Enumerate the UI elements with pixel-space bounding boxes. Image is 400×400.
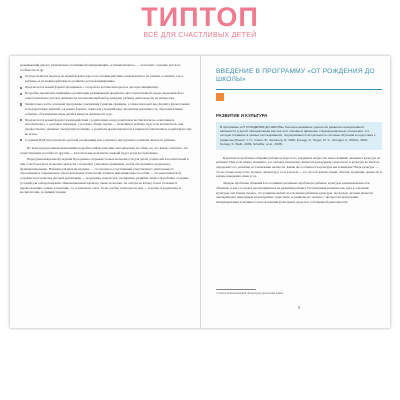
left-paragraph: По всем предлагаемым инновациям подробно найти описание методических пособия, но, что важно отметить, что существующие пособия по другим — классические конспекты занятий будут когда востребованы. <box>20 145 189 155</box>
footnote: ¹ Список использованной литературы дан в конце книги. <box>216 292 284 296</box>
chapter-title: ВВЕДЕНИЕ В ПРОГРАММУ «ОТ РОЖДЕНИЯ ДО ШКОЛЫ» <box>216 68 375 83</box>
bullet-square-icon <box>20 103 22 105</box>
page-fold <box>200 56 201 328</box>
bullet-square-icon <box>20 119 22 121</box>
right-paragraph: В контексте проблемы общения ребенка и взрослого зададимся вопросом: какое влияние оказывает культура на ребенка? При этом важно понимать, что человек изначально является культурным существом, и культура во многом определяет его развитие и становление личности. Какие же особенности культуры мы понимаем? Ведь культура — это не только искусство, музыка, литература, но и в целом — это способ жизни людей, обычаи, традиции, ценности и нормы поведения, язык и т.д. <box>216 155 382 179</box>
book-spread <box>10 56 390 328</box>
list-item: Предлагается новый формат праздников, с опорой на детские интересы и детскую инициативу. <box>20 85 192 90</box>
site-logo[interactable] <box>0 0 400 46</box>
list-item: Подробно прописаны принципы организации развивающей предметно-пространственной среды, выделяемой на самостоятельное детское активности и позволяющей выбор каждому ребенку деятельности по интересам. <box>20 91 192 100</box>
list-item: Осуществляется переход на новый формат взрослого взаимодействия, направленного на умение «слышать голос ребенка» и на взаимодействие на развитие детской инициативы. <box>20 74 192 83</box>
left-page <box>20 63 192 325</box>
list-item: Предлагается новый формат взаимодействия с родителями, когда родители и воспитатели не «заказчики и исполнители», а «деловые партнеры, у которых общие задачи — позитивное ребенка, при этом воспитатель, как профессионал, занимает экспертную позицию, а родители предназначаются к новым воспитателям и содействуют ему во всем». <box>20 118 192 137</box>
right-page <box>216 66 382 324</box>
info-box-text: В программе «ОТ РОЖДЕНИЯ ДО ШКОЛЫ» большое внимание уделяется развитию инициативной активности и детей. Инициативная как она этот основных движение и функциональные отношения, что сегодня отражено в разных исследованиях, подчеркивается актуальность системы обучения в подготовке к развитию (Flavell, J. H., Green, B., Steinberg, R, 1990; Fonagy, P., Target, M. S., Stronger, A. Whittle, 2002; Sontag, S. Walls, 2009, Schaffer, et al., 2005). <box>220 124 376 147</box>
list-item: Значительно часть основной программы содержания (занятия, примеры, а также проходят вне формате фронтальных и подгрупповых занятий, а в новых формах, таких как утренний круг, проектная деятельность, образовательные события, обогащенные игры детей в центрах активности и др. <box>20 102 192 116</box>
right-paragraph: Лидеры проблемы общения в постояннии различных проблем на ребенка, культуры и инновационности, общения, и как это может рассматриваться на развитии ребенка. Рассматривая развитие как путь к освоению культуры, мы можем сказать, что развитие является освоением ребенком культуры, поскольку человек является одновременно природным и культурным существом, и развитие его связано с процессом присвоения, интериоризации и активного использования культурных средств в собственной деятельности. <box>216 181 373 204</box>
left-paragraph: Перед (инновационной) задачей Программы открывает новые возможности для детей, родителей и воспитателей в при этом более всех позволяет при всем с позволяет учитывать принципы, чтобы обеспечивать предельное функционирование. Начиная для многих издание — это вполне в естественный следственного двигательного образования и современных образовательных технологий. Главное инновационное пособия — это выполняется на создание пространства детской реализации — поддержку творчества, поощрения, развитие личности ребенка, создание условий для самореализации. Инновационный характер также позволяет, не смотря на взгляд, более сложных и предположения, однако в практике, то, в конечном счете, более удобен и интересен нам — и детям, и родителям, и воспитателям, и администрации. <box>20 157 189 195</box>
bullet-square-icon <box>20 76 22 78</box>
section-title: РАЗВИТИЕ И КУЛЬТУРА <box>216 112 268 118</box>
chapter-rule <box>216 89 382 90</box>
footnote-rule <box>216 289 256 290</box>
list-item: Создание НДР (пространство детской реализации) как основного инструмента развития личности ребенка. <box>20 138 192 143</box>
bullet-square-icon <box>20 87 22 89</box>
logo-subtitle: ВСЁ ДЛЯ СЧАСТЛИВЫХ ДЕТЕЙ <box>143 32 257 39</box>
bullet-square-icon <box>20 93 22 95</box>
orange-square-icon <box>216 93 224 101</box>
left-intro: развивающий диалог, уважительно-позитивной коммуникации, «гуманистичного» — позволяет создание детского сообщества и др. <box>20 63 181 72</box>
page-number: 9 <box>298 305 300 310</box>
info-box <box>216 122 382 150</box>
bullet-square-icon <box>20 139 22 141</box>
logo-title: ТИПТОП <box>141 2 259 32</box>
